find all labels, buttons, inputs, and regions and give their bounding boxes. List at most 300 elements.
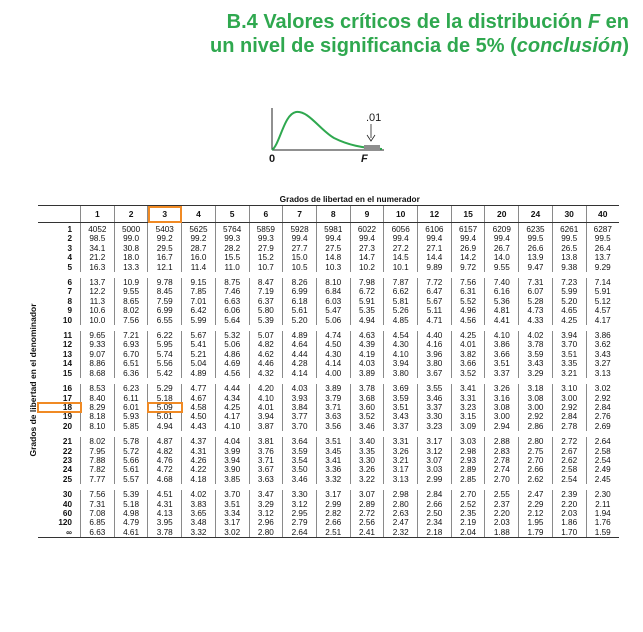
table-cell: 2.80 — [384, 500, 418, 509]
table-cell: 16.3 — [81, 263, 115, 272]
table-cell: 3.35 — [350, 447, 384, 456]
table-cell: 3.00 — [519, 403, 553, 412]
row-header-df: 11 — [63, 331, 72, 341]
table-cell: 4.72 — [148, 465, 182, 474]
table-cell: 6.84 — [316, 287, 350, 296]
table-cell: 3.86 — [586, 331, 619, 340]
table-cell: 4.14 — [316, 359, 350, 368]
table-cell: 5.42 — [148, 369, 182, 378]
table-cell: 4.10 — [384, 350, 418, 359]
table-cell: 7.46 — [215, 287, 249, 296]
table-row — [38, 509, 619, 518]
row-header-df: 10 — [62, 315, 72, 325]
table-cell: 3.62 — [586, 340, 619, 349]
table-cell: 2.94 — [485, 422, 519, 431]
table-cell: 3.37 — [384, 422, 418, 431]
table-row — [38, 528, 619, 538]
column-header-3: 3 — [148, 206, 182, 223]
table-cell: 2.18 — [418, 528, 452, 538]
table-cell: 2.92 — [552, 403, 586, 412]
table-cell: 10.7 — [249, 263, 283, 272]
table-cell: 7.88 — [81, 456, 115, 465]
table-cell: 4.03 — [283, 384, 317, 393]
table-cell: 3.12 — [249, 509, 283, 518]
table-row — [38, 287, 619, 296]
table-cell: 9.29 — [586, 263, 619, 272]
table-cell: 6.11 — [114, 394, 148, 403]
table-cell: 28.2 — [215, 244, 249, 253]
row-header-df: 22 — [62, 446, 72, 456]
table-cell: 4.30 — [384, 340, 418, 349]
table-row — [38, 223, 619, 235]
table-cell: 13.7 — [586, 253, 619, 262]
table-cell: 4.00 — [316, 369, 350, 378]
row-header-df: 21 — [62, 437, 72, 447]
table-cell: 4.32 — [249, 369, 283, 378]
table-cell: 3.67 — [249, 465, 283, 474]
table-cell: 3.15 — [451, 412, 485, 421]
table-cell: 9.65 — [81, 331, 115, 340]
table-cell: 3.94 — [215, 456, 249, 465]
table-cell: 27.2 — [384, 244, 418, 253]
table-cell: 2.58 — [586, 447, 619, 456]
table-cell: 3.59 — [519, 350, 553, 359]
table-cell: 5.61 — [114, 465, 148, 474]
table-cell: 2.99 — [316, 500, 350, 509]
table-cell: 13.3 — [114, 263, 148, 272]
table-cell: 4.56 — [451, 316, 485, 325]
table-cell: 4.28 — [283, 359, 317, 368]
table-row — [38, 306, 619, 315]
column-header-row — [38, 206, 619, 223]
row-header-df: 15 — [62, 368, 72, 378]
table-cell: 2.37 — [485, 500, 519, 509]
table-cell: 1.79 — [519, 528, 553, 538]
table-cell: 2.86 — [519, 422, 553, 431]
table-cell: 8.47 — [249, 278, 283, 287]
table-cell: 29.5 — [148, 244, 182, 253]
table-cell: 6.70 — [114, 350, 148, 359]
table-cell: 5.74 — [148, 350, 182, 359]
table-cell: 7.56 — [114, 316, 148, 325]
table-row — [38, 465, 619, 474]
table-cell: 5.12 — [586, 297, 619, 306]
table-cell: 3.94 — [384, 359, 418, 368]
table-cell: 3.21 — [384, 456, 418, 465]
table-cell: 5859 — [249, 223, 283, 235]
table-cell: 99.4 — [485, 234, 519, 243]
table-cell: 3.90 — [215, 465, 249, 474]
table-cell: 2.92 — [586, 394, 619, 403]
row-header-df: 25 — [62, 474, 72, 484]
column-header-10: 10 — [384, 206, 418, 223]
table-cell: 28.7 — [182, 244, 216, 253]
table-cell: 5.29 — [148, 384, 182, 393]
table-cell: 10.0 — [81, 316, 115, 325]
table-cell: 3.31 — [451, 394, 485, 403]
table-cell: 3.17 — [316, 490, 350, 499]
table-cell: 12.1 — [148, 263, 182, 272]
row-header-df: 120 — [58, 518, 72, 528]
table-cell: 3.52 — [451, 369, 485, 378]
table-cell: 5.39 — [249, 316, 283, 325]
table-cell: 2.03 — [485, 518, 519, 527]
table-cell: 8.53 — [81, 384, 115, 393]
table-cell: 5.91 — [586, 287, 619, 296]
table-cell: 4.30 — [316, 350, 350, 359]
table-cell: 7.87 — [384, 278, 418, 287]
table-cell: 14.2 — [451, 253, 485, 262]
table-cell: 2.03 — [552, 509, 586, 518]
table-row — [38, 384, 619, 393]
column-header-4: 4 — [182, 206, 216, 223]
table-cell: 34.1 — [81, 244, 115, 253]
table-cell: 3.41 — [451, 384, 485, 393]
table-cell: 3.93 — [283, 394, 317, 403]
table-cell: 3.80 — [418, 359, 452, 368]
row-header-df: 23 — [62, 455, 72, 465]
table-cell: 6.16 — [485, 287, 519, 296]
title-line-2-text: un nivel de significancia de 5% ( — [210, 35, 517, 57]
table-cell: 3.71 — [249, 456, 283, 465]
table-cell: 3.81 — [249, 437, 283, 446]
table-cell: 3.67 — [418, 369, 452, 378]
table-cell: 3.07 — [350, 490, 384, 499]
corner-header-cell — [38, 206, 81, 223]
table-cell: 5.35 — [350, 306, 384, 315]
table-cell: 5.20 — [283, 316, 317, 325]
table-cell: 7.01 — [182, 297, 216, 306]
table-cell: 2.62 — [552, 456, 586, 465]
table-cell: 3.51 — [485, 359, 519, 368]
table-row — [38, 456, 619, 465]
table-cell: 3.03 — [418, 465, 452, 474]
column-header-2: 2 — [114, 206, 148, 223]
table-cell: 2.20 — [552, 500, 586, 509]
table-cell: 3.08 — [485, 403, 519, 412]
table-cell: 26.4 — [586, 244, 619, 253]
table-cell: 4.37 — [182, 437, 216, 446]
table-cell: 3.10 — [552, 384, 586, 393]
table-cell: 4.33 — [519, 316, 553, 325]
table-cell: 4.40 — [418, 331, 452, 340]
table-cell: 5.81 — [384, 297, 418, 306]
denominator-df-label: Grados de libertad en el denominador — [28, 303, 38, 457]
table-cell: 15.0 — [283, 253, 317, 262]
table-cell: 2.34 — [418, 518, 452, 527]
table-cell: 3.68 — [350, 394, 384, 403]
table-cell: 5.06 — [316, 316, 350, 325]
table-cell: 3.86 — [485, 340, 519, 349]
table-cell: 3.87 — [249, 422, 283, 431]
table-cell: 3.18 — [519, 384, 553, 393]
table-cell: 6056 — [384, 223, 418, 235]
table-cell: 9.15 — [182, 278, 216, 287]
row-header-df: 6 — [67, 278, 72, 288]
table-cell: 4.73 — [519, 306, 553, 315]
table-cell: 3.17 — [418, 437, 452, 446]
table-cell: 3.37 — [485, 369, 519, 378]
table-cell: 2.98 — [451, 447, 485, 456]
column-header-40: 40 — [586, 206, 619, 223]
table-cell: 3.02 — [215, 528, 249, 538]
table-cell: 14.5 — [384, 253, 418, 262]
table-cell: 3.50 — [283, 465, 317, 474]
table-cell: 3.65 — [182, 509, 216, 518]
table-cell: 4.22 — [182, 465, 216, 474]
table-cell: 2.32 — [384, 528, 418, 538]
table-cell: 2.70 — [519, 456, 553, 465]
table-cell: 3.46 — [283, 475, 317, 484]
table-cell: 7.82 — [81, 465, 115, 474]
table-cell: 5.80 — [249, 306, 283, 315]
table-cell: 9.38 — [552, 263, 586, 272]
table-cell: 2.39 — [552, 490, 586, 499]
table-cell: 3.29 — [519, 369, 553, 378]
title-line-1 — [210, 10, 629, 34]
row-header-df: 1 — [67, 225, 72, 234]
table-cell: 4.34 — [215, 394, 249, 403]
table-cell: 5.18 — [114, 500, 148, 509]
table-cell: 3.83 — [182, 500, 216, 509]
table-cell: 8.45 — [148, 287, 182, 296]
table-cell: 15.2 — [249, 253, 283, 262]
table-cell: 4.03 — [350, 359, 384, 368]
table-cell: 4.19 — [350, 350, 384, 359]
table-cell: 4.68 — [148, 475, 182, 484]
table-cell: 8.65 — [114, 297, 148, 306]
row-header-df: 2 — [67, 234, 72, 244]
table-row — [38, 437, 619, 446]
table-cell: 4.87 — [148, 437, 182, 446]
table-cell: 4.10 — [215, 422, 249, 431]
table-cell: 9.72 — [451, 263, 485, 272]
table-cell: 10.6 — [81, 306, 115, 315]
table-cell: 5.01 — [148, 412, 182, 421]
table-cell: 3.79 — [316, 394, 350, 403]
table-cell: 4.77 — [182, 384, 216, 393]
table-cell: 4.74 — [316, 331, 350, 340]
table-cell: 99.3 — [249, 234, 283, 243]
table-cell: 15.5 — [215, 253, 249, 262]
table-cell: 5.20 — [552, 297, 586, 306]
table-cell: 3.66 — [485, 350, 519, 359]
table-cell: 2.88 — [485, 437, 519, 446]
table-cell: 3.26 — [485, 384, 519, 393]
table-cell: 99.4 — [418, 234, 452, 243]
table-cell: 12.2 — [81, 287, 115, 296]
table-cell: 6209 — [485, 223, 519, 235]
table-cell: 3.12 — [283, 500, 317, 509]
table-cell: 5764 — [215, 223, 249, 235]
table-cell: 3.13 — [586, 369, 619, 378]
title-line-1-suffix: en — [600, 11, 629, 33]
row-header-df: 24 — [62, 465, 72, 475]
table-cell: 4.02 — [182, 490, 216, 499]
table-cell: 4.79 — [114, 518, 148, 527]
table-cell: 4.76 — [148, 456, 182, 465]
row-header-df: 3 — [67, 243, 72, 253]
table-cell: 2.56 — [350, 518, 384, 527]
row-header-df: 14 — [62, 359, 72, 369]
row-header-df: 40 — [62, 499, 72, 509]
row-header-df: 18 — [38, 403, 81, 412]
table-row — [38, 350, 619, 359]
table-cell: 3.41 — [316, 456, 350, 465]
table-cell: 98.5 — [81, 234, 115, 243]
table-cell: 2.45 — [586, 475, 619, 484]
table-cell: 5.95 — [148, 340, 182, 349]
table-cell: 2.64 — [586, 437, 619, 446]
table-cell: 5.67 — [418, 297, 452, 306]
row-header-df: 19 — [62, 412, 72, 422]
table-cell: 4.17 — [586, 316, 619, 325]
table-cell: 2.96 — [249, 518, 283, 527]
rejection-tail — [364, 145, 380, 150]
table-cell: 6.18 — [283, 297, 317, 306]
table-cell: 99.4 — [350, 234, 384, 243]
table-cell: 2.20 — [485, 509, 519, 518]
table-cell: 7.98 — [350, 278, 384, 287]
table-cell: 3.00 — [552, 394, 586, 403]
table-cell: 11.0 — [215, 263, 249, 272]
table-cell: 3.37 — [418, 403, 452, 412]
table-cell: 2.19 — [451, 518, 485, 527]
table-cell: 10.1 — [384, 263, 418, 272]
table-cell: 99.0 — [114, 234, 148, 243]
table-cell: 4.44 — [215, 384, 249, 393]
table-cell: 3.16 — [485, 394, 519, 403]
table-cell: 8.10 — [316, 278, 350, 287]
table-cell: 2.83 — [485, 447, 519, 456]
column-header-30: 30 — [552, 206, 586, 223]
table-cell: 6.55 — [148, 316, 182, 325]
table-cell: 4.98 — [114, 509, 148, 518]
table-cell: 3.00 — [485, 412, 519, 421]
table-cell: 9.89 — [418, 263, 452, 272]
table-cell: 99.3 — [215, 234, 249, 243]
table-cell: 2.74 — [485, 465, 519, 474]
table-cell: 4.89 — [283, 331, 317, 340]
table-cell: 5.52 — [451, 297, 485, 306]
table-cell: 6.85 — [81, 518, 115, 527]
table-cell: 8.40 — [81, 394, 115, 403]
table-cell: 2.78 — [485, 456, 519, 465]
table-cell: 3.89 — [350, 369, 384, 378]
table-cell: 8.26 — [283, 278, 317, 287]
table-cell: 3.29 — [249, 500, 283, 509]
table-cell: 18.0 — [114, 253, 148, 262]
table-cell: 21.2 — [81, 253, 115, 262]
table-cell: 4.94 — [148, 422, 182, 431]
table-cell: 99.2 — [182, 234, 216, 243]
table-cell: 3.46 — [350, 422, 384, 431]
table-cell: 2.89 — [350, 500, 384, 509]
table-cell: 3.07 — [418, 456, 452, 465]
table-cell: 5928 — [283, 223, 317, 235]
table-cell: 7.21 — [114, 331, 148, 340]
table-cell: 3.70 — [283, 422, 317, 431]
table-cell: 4.39 — [350, 340, 384, 349]
table-cell: 4.63 — [350, 331, 384, 340]
table-cell: 7.77 — [81, 475, 115, 484]
table-cell: 4.51 — [148, 490, 182, 499]
table-cell: 4.20 — [249, 384, 283, 393]
table-cell: 10.5 — [283, 263, 317, 272]
table-cell: 4.02 — [519, 331, 553, 340]
table-cell: 13.8 — [552, 253, 586, 262]
table-cell: 3.70 — [215, 490, 249, 499]
table-cell: 7.56 — [451, 278, 485, 287]
table-cell: 4.85 — [384, 316, 418, 325]
table-cell: 3.03 — [451, 437, 485, 446]
table-cell: 1.70 — [552, 528, 586, 538]
table-row — [38, 253, 619, 262]
table-cell: 3.40 — [350, 437, 384, 446]
page-title — [210, 10, 629, 58]
table-cell: 7.19 — [249, 287, 283, 296]
table-cell: 3.13 — [384, 475, 418, 484]
row-header-df: 60 — [62, 508, 72, 518]
table-cell: 4.41 — [485, 316, 519, 325]
table-cell: 4.65 — [552, 306, 586, 315]
column-header-20: 20 — [485, 206, 519, 223]
table-cell: 10.9 — [114, 278, 148, 287]
table-row — [38, 518, 619, 527]
table-cell: 3.45 — [316, 447, 350, 456]
table-cell: 2.84 — [586, 403, 619, 412]
table-cell: 2.80 — [249, 528, 283, 538]
table-cell: 3.35 — [552, 359, 586, 368]
table-cell: 99.5 — [552, 234, 586, 243]
table-cell: 4.01 — [249, 403, 283, 412]
table-cell: 3.77 — [283, 412, 317, 421]
table-cell: 5.61 — [283, 306, 317, 315]
table-cell: 26.5 — [552, 244, 586, 253]
table-cell: 3.64 — [283, 437, 317, 446]
row-header-df: 5 — [67, 262, 72, 272]
table-cell: 4.82 — [249, 340, 283, 349]
row-header-df: 4 — [67, 253, 72, 263]
table-cell: 3.51 — [215, 500, 249, 509]
table-cell: 26.6 — [519, 244, 553, 253]
table-cell: 7.31 — [519, 278, 553, 287]
column-header-15: 15 — [451, 206, 485, 223]
table-row — [38, 297, 619, 306]
table-cell: 3.63 — [249, 475, 283, 484]
table-row — [38, 447, 619, 456]
table-cell: 2.80 — [519, 437, 553, 446]
table-row — [38, 234, 619, 243]
table-cell: 2.66 — [316, 518, 350, 527]
table-cell: 3.89 — [316, 384, 350, 393]
table-cell: 7.31 — [81, 500, 115, 509]
table-cell: 2.11 — [586, 500, 619, 509]
table-cell: 1.95 — [519, 518, 553, 527]
table-cell: 5981 — [316, 223, 350, 235]
table-cell: 4.94 — [350, 316, 384, 325]
row-header-df: 12 — [62, 340, 72, 350]
table-cell: 2.63 — [384, 509, 418, 518]
table-cell: 10.2 — [350, 263, 384, 272]
table-cell: 6022 — [350, 223, 384, 235]
table-cell: 4.01 — [451, 340, 485, 349]
table-row — [38, 359, 619, 368]
table-cell: 5.66 — [114, 456, 148, 465]
table-cell: 4.44 — [283, 350, 317, 359]
table-cell: 16.0 — [182, 253, 216, 262]
table-cell: 99.5 — [586, 234, 619, 243]
